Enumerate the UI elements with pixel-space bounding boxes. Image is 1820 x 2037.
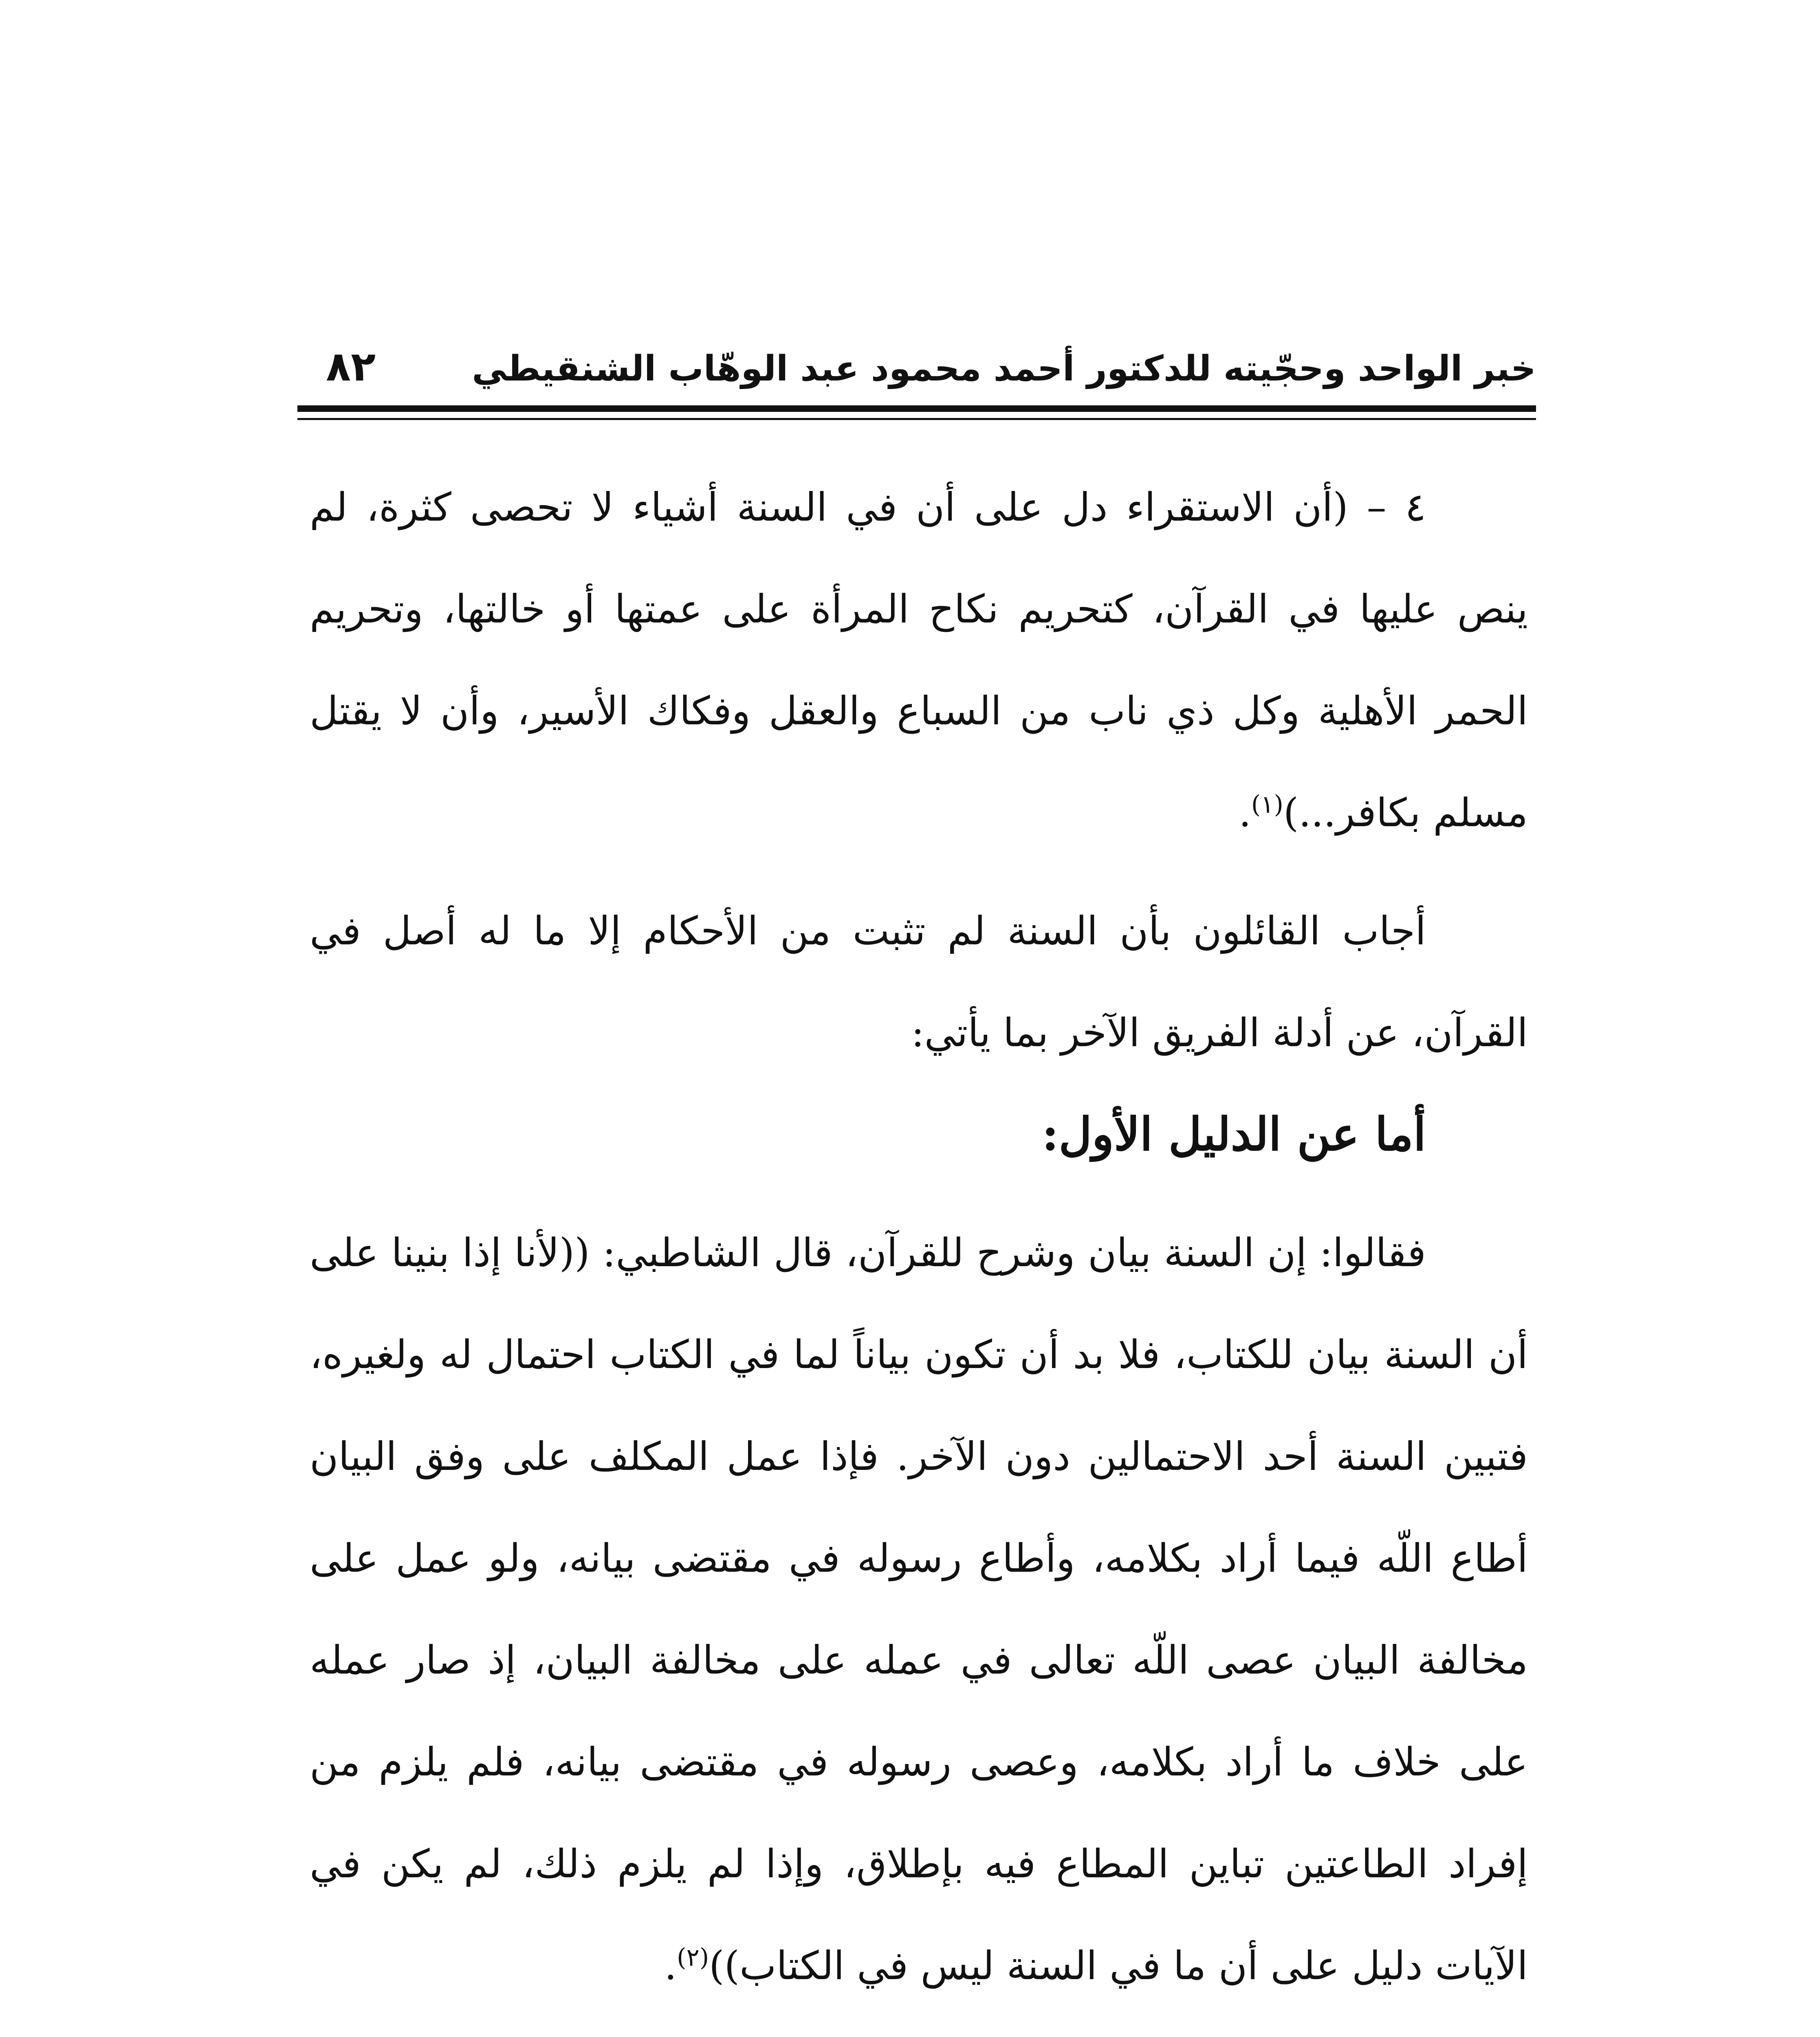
footnote-marker-1: (١)	[1251, 790, 1283, 819]
paragraph-shatibi-quote-end: .	[664, 1943, 677, 1989]
paragraph-response: أجاب القائلون بأن السنة لم تثبت من الأحكام إلا ما له أصل في القرآن، عن أدلة الفريق الآخر بما يأتي:	[310, 908, 1528, 1056]
paragraph-shatibi-quote-text: فقالوا: إن السنة بيان وشرح للقرآن، قال الشاطبي: ((لأنا إذا بنينا على أن السنة بيان للكتاب، فلا بد أن تكون بياناً لما في الكتاب احتمال له ولغيره، فتبين السنة أحد الاحتمالين دون الآخر. فإذا عمل المكلف على وفق البيان أطاع اللّه فيما أراد بكلامه، وأطاع رسوله في مقتضى بيانه، ولو عمل على مخالفة البيان عصى اللّه تعالى في عمله على مخالفة البيان، إذ صار عمله على خلاف ما أراد بكلامه، وعصى رسوله في مقتضى بيانه، فلم يلزم من إفراد الطاعتين تباين المطاع فيه بإطلاق، وإذا لم يلزم ذلك، لم يكن في الآيات دليل على أن ما في السنة ليس في الكتاب))	[310, 1230, 1528, 1989]
page-number: ٨٢	[326, 343, 376, 390]
header-rule-thin	[297, 418, 1536, 420]
header-rule-thick	[297, 405, 1536, 412]
main-text	[310, 456, 1528, 2017]
section-subheading: أما عن الدليل الأول:	[1042, 1108, 1426, 1161]
footnote-marker-2: (٢)	[677, 1943, 709, 1972]
page-header	[297, 330, 1536, 399]
paragraph-point-4-end: .	[1239, 790, 1251, 836]
paragraph-point-4-text: ٤ – (أن الاستقراء دل على أن في السنة أشياء لا تحصى كثرة، لم ينص عليها في القرآن، كتحريم نكاح المرأة على عمتها أو خالتها، وتحريم الحمر الأهلية وكل ذي ناب من السباع والعقل وفكاك الأسير، وأن لا يقتل مسلم بكافر...)	[310, 484, 1528, 836]
running-title: خبر الواحد وحجّيته للدكتور أحمد محمود عبد الوهّاب الشنقيطي	[472, 348, 1536, 389]
paragraph-point-4	[310, 456, 1528, 864]
paragraph-shatibi-quote	[310, 1202, 1528, 2017]
